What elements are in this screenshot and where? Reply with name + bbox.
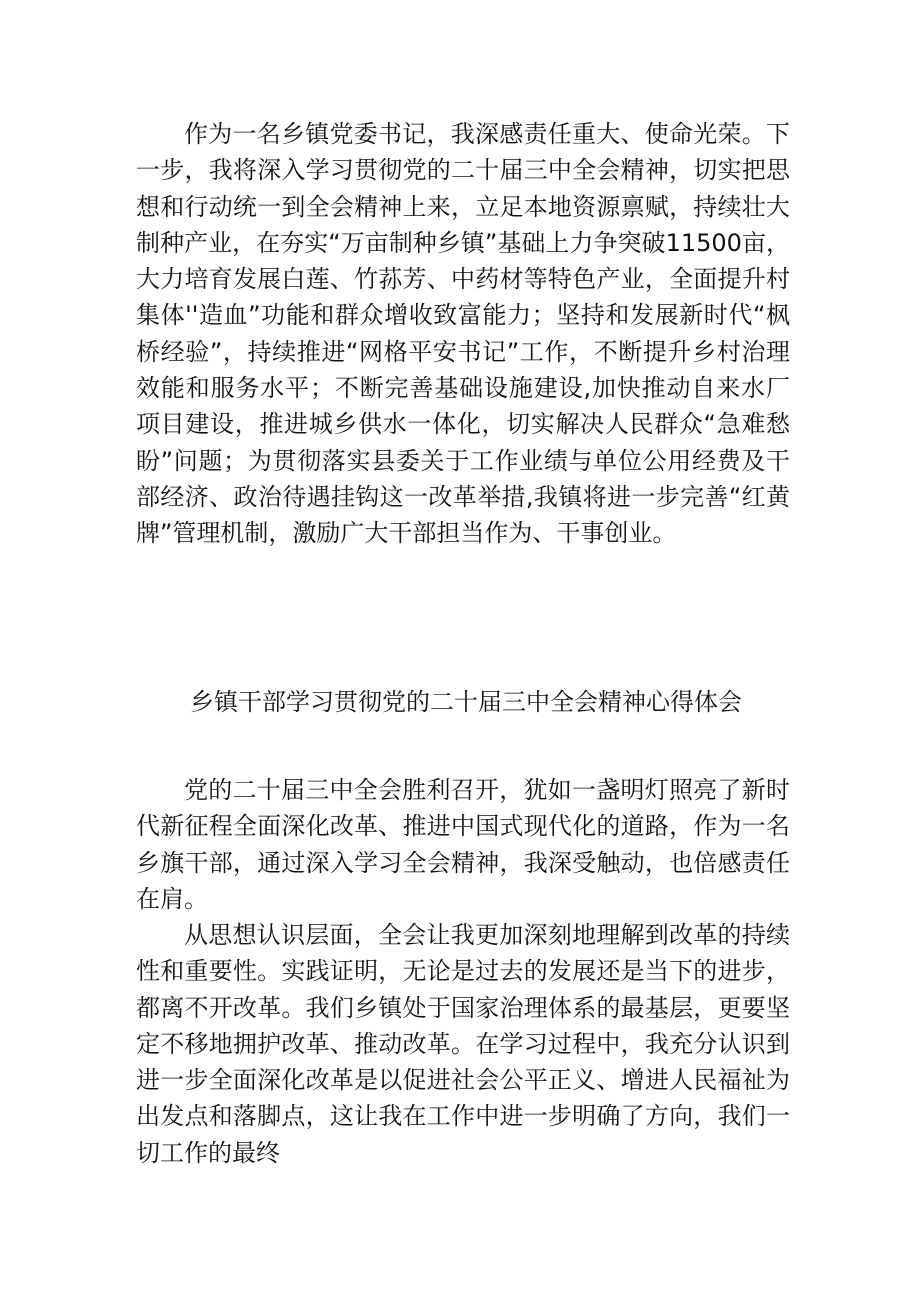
body-paragraph: 党的二十届三中全会胜利召开，犹如一盏明灯照亮了新时代新征程全面深化改革、推进中国式现代化的道路，作为一名乡旗干部，通过深入学习全会精神，我深受触动，也倍感责任在肩。 (136, 776, 790, 913)
body-paragraph: 作为一名乡镇党委书记，我深感责任重大、使命光荣。下一步，我将深入学习贯彻党的二十届三中全会精神，切实把思想和行动统一到全会精神上来，立足本地资源禀赋，持续壮大制种产业，在夯实“万亩制种乡镇”基础上力争突破11500亩，大力培育发展白莲、竹荪芳、中药材等特色产业，全面提升村集体''造血”功能和群众增收致富能力；坚持和发展新时代“枫桥经验”，持续推进“网格平安书记”工作，不断提升乡村治理效能和服务水平；不断完善基础设施建设,加快推动自来水厂项目建设，推进城乡供水一体化，切实解决人民群众“急难愁盼”问题；为贯彻落实县委关于工作业绩与单位公用经费及干部经济、政治待遇挂钩这一改革举措,我镇将进一步完善“红黄牌”管理机制，激励广大干部担当作为、干事创业。 (136, 120, 790, 548)
section-heading: 乡镇干部学习贯彻党的二十届三中全会精神心得体会 (190, 688, 742, 716)
body-paragraph: 从思想认识层面，全会让我更加深刻地理解到改革的持续性和重要性。实践证明，无论是过去的发展还是当下的进步，都离不开改革。我们乡镇处于国家治理体系的最基层，更要坚定不移地拥护改革、推动改革。在学习过程中，我充分认识到进一步全面深化改革是以促进社会公平正义、增进人民福祉为出发点和落脚点，这让我在工作中进一步明确了方向，我们一切工作的最终 (136, 921, 790, 1167)
